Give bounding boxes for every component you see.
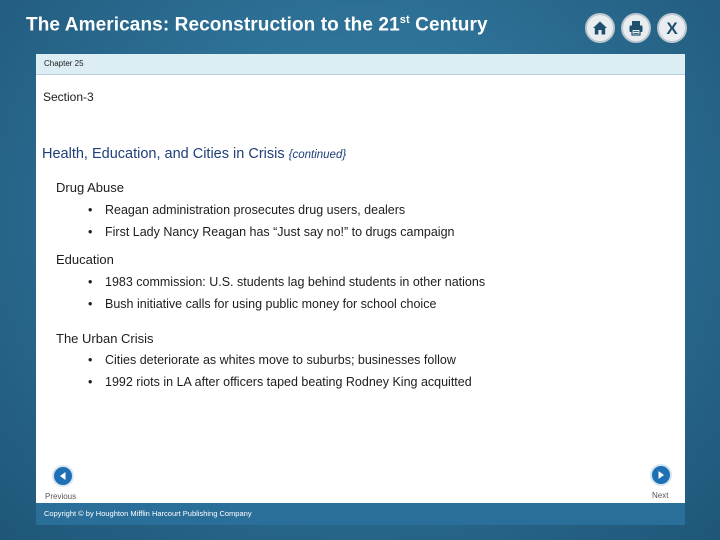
home-icon <box>591 19 609 37</box>
slide-title-text: Health, Education, and Cities in Crisis <box>42 146 289 162</box>
app-title-superscript: st <box>399 14 410 26</box>
print-button[interactable] <box>621 13 651 43</box>
close-icon: X <box>666 18 678 38</box>
arrow-right-icon <box>656 470 666 480</box>
next-label[interactable]: Next <box>652 491 669 500</box>
slide-title-continued: {continued} <box>288 149 347 161</box>
bullet-dot: • <box>88 203 93 217</box>
bullet-text: Cities deteriorate as whites move to suburbs; businesses follow <box>105 353 456 367</box>
printer-icon <box>627 19 645 37</box>
arrow-left-icon <box>58 471 68 481</box>
bullet-item <box>88 375 472 389</box>
bullet-dot: • <box>88 275 93 289</box>
bullet-item <box>88 203 405 217</box>
next-button[interactable] <box>650 464 672 486</box>
slide-content <box>36 75 685 503</box>
bullet-item <box>88 225 454 239</box>
bullet-item <box>88 275 485 289</box>
bullet-dot: • <box>88 225 93 239</box>
previous-button[interactable] <box>52 465 74 487</box>
chapter-bar <box>36 54 685 75</box>
previous-label[interactable]: Previous <box>45 492 77 501</box>
home-button[interactable] <box>585 13 615 43</box>
bullet-dot: • <box>88 375 93 389</box>
bullet-text: First Lady Nancy Reagan has “Just say no!” to drugs campaign <box>105 225 455 239</box>
bullet-text: Bush initiative calls for using public money for school choice <box>105 297 437 311</box>
bullet-dot: • <box>88 297 93 311</box>
app-title-main: The Americans: Reconstruction to the 21 <box>26 14 400 36</box>
bullet-item <box>88 353 456 367</box>
section-label: Section-3 <box>43 90 94 104</box>
group-heading-education: Education <box>56 252 114 267</box>
group-heading-drug-abuse: Drug Abuse <box>56 180 124 195</box>
bullet-dot: • <box>88 353 93 367</box>
chapter-label: Chapter 25 <box>44 59 84 68</box>
bullet-text: Reagan administration prosecutes drug users, dealers <box>105 203 406 217</box>
app-title <box>26 14 488 36</box>
footer-bar <box>36 503 685 525</box>
copyright-text: Copyright © by Houghton Mifflin Harcourt Publishing Company <box>44 509 252 518</box>
app-title-suffix: Century <box>409 14 488 36</box>
bullet-text: 1983 commission: U.S. students lag behind students in other nations <box>105 275 486 289</box>
bullet-text: 1992 riots in LA after officers taped beating Rodney King acquitted <box>105 375 472 389</box>
group-heading-urban-crisis: The Urban Crisis <box>56 331 154 346</box>
close-button[interactable] <box>657 13 687 43</box>
slide-title <box>42 146 346 162</box>
bullet-item <box>88 297 436 311</box>
